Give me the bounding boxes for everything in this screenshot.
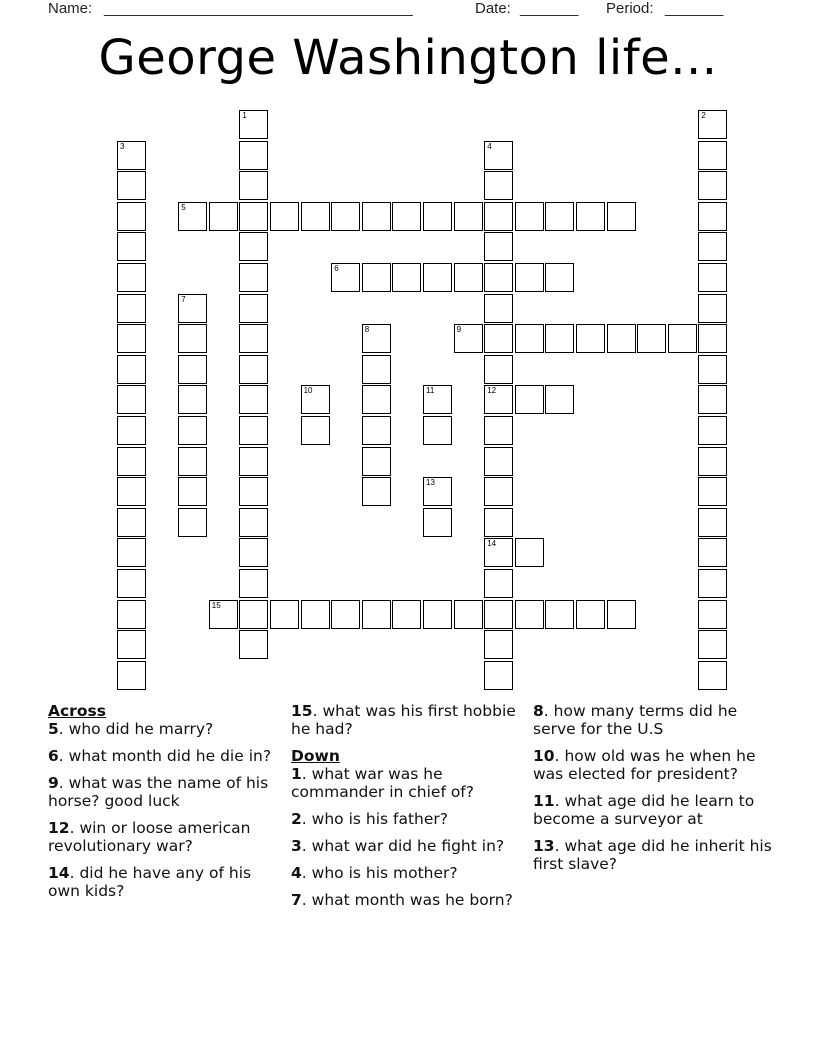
clue-text: what age did he inherit his first slave? xyxy=(533,837,772,873)
grid-cell[interactable] xyxy=(484,202,513,231)
grid-cell[interactable] xyxy=(576,324,605,353)
grid-cell[interactable] xyxy=(331,600,360,629)
grid-cell[interactable] xyxy=(484,600,513,629)
grid-cell[interactable] xyxy=(392,600,421,629)
cell-number: 15 xyxy=(211,600,221,610)
clue-number: 12 xyxy=(48,819,70,837)
name-label: Name: xyxy=(48,0,93,17)
grid-cell[interactable] xyxy=(515,385,544,414)
grid-cell[interactable] xyxy=(454,324,483,353)
grid-cell[interactable] xyxy=(484,171,513,200)
clue-column-2 xyxy=(291,702,526,918)
clue-number: 4 xyxy=(291,864,302,882)
clue-number: 2 xyxy=(291,810,302,828)
clue-number: 6 xyxy=(48,747,59,765)
clue-number: 15 xyxy=(291,702,313,720)
clue-down-11: 11. what age did he learn to become a surveyor at xyxy=(533,792,755,828)
grid-cell[interactable] xyxy=(484,447,513,476)
grid-cell[interactable] xyxy=(698,171,727,200)
grid-cell[interactable] xyxy=(484,294,513,323)
clue-column-1 xyxy=(48,702,280,909)
grid-cell[interactable] xyxy=(392,202,421,231)
grid-cell[interactable] xyxy=(423,600,452,629)
grid-cell[interactable] xyxy=(423,385,452,414)
cell-number: 5 xyxy=(181,202,186,212)
grid-cell[interactable] xyxy=(515,538,544,567)
period-label: Period: xyxy=(606,0,654,17)
grid-cell[interactable] xyxy=(484,232,513,261)
grid-cell[interactable] xyxy=(454,600,483,629)
grid-cell[interactable] xyxy=(362,600,391,629)
down-heading: Down xyxy=(291,747,340,765)
grid-cell[interactable] xyxy=(270,202,299,231)
grid-cell[interactable] xyxy=(484,569,513,598)
cell-number: 2 xyxy=(701,111,706,120)
across-heading: Across xyxy=(48,702,106,720)
grid-cell[interactable] xyxy=(515,202,544,231)
grid-cell[interactable] xyxy=(515,324,544,353)
grid-cell[interactable] xyxy=(362,385,391,414)
grid-cell[interactable] xyxy=(362,263,391,292)
clue-number: 10 xyxy=(533,747,555,765)
clue-number: 9 xyxy=(48,774,59,792)
grid-cell[interactable] xyxy=(698,569,727,598)
grid-cell[interactable] xyxy=(178,202,207,231)
grid-cell[interactable] xyxy=(607,202,636,231)
grid-cell[interactable] xyxy=(239,477,268,506)
cell-number: 3 xyxy=(120,141,125,151)
clue-across-15: 15. what was his first hobbie he had? xyxy=(291,702,516,738)
grid-cell[interactable] xyxy=(239,508,268,537)
grid-cell[interactable] xyxy=(239,630,268,659)
clue-text: how old was he when he was elected for president? xyxy=(533,747,756,783)
cell-number: 4 xyxy=(487,141,492,151)
cell-number: 10 xyxy=(303,386,313,396)
clue-across-9: 9. what was the name of his horse? good luck xyxy=(48,774,269,810)
grid-cell[interactable] xyxy=(239,416,268,445)
clue-down-1: 1. what war was he commander in chief of? xyxy=(291,765,474,801)
grid-cell[interactable] xyxy=(117,385,146,414)
grid-cell[interactable] xyxy=(301,202,330,231)
grid-cell[interactable] xyxy=(698,477,727,506)
clue-text: what age did he learn to become a surveyor at xyxy=(533,792,755,828)
grid-cell[interactable] xyxy=(698,294,727,323)
grid-cell[interactable] xyxy=(698,538,727,567)
grid-cell[interactable] xyxy=(117,416,146,445)
grid-cell[interactable] xyxy=(209,600,238,629)
cell-number: 8 xyxy=(364,325,370,335)
grid-cell[interactable] xyxy=(239,385,268,414)
grid-cell[interactable] xyxy=(423,263,452,292)
page-title: George Washington life... xyxy=(98,30,718,86)
grid-cell[interactable] xyxy=(117,508,146,537)
grid-cell[interactable] xyxy=(545,202,574,231)
grid-cell[interactable] xyxy=(484,355,513,384)
clue-text: what was the name of his horse? good luck xyxy=(48,774,269,810)
grid-cell[interactable] xyxy=(178,385,207,414)
clue-text: who is his mother? xyxy=(311,864,458,882)
grid-cell[interactable] xyxy=(270,600,299,629)
grid-cell[interactable] xyxy=(239,232,268,261)
grid-cell[interactable] xyxy=(698,416,727,445)
clue-across-14: 14. did he have any of his own kids? xyxy=(48,864,252,900)
clue-across-5: 5. who did he marry? xyxy=(48,720,214,738)
grid-cell[interactable] xyxy=(117,447,146,476)
grid-cell[interactable] xyxy=(607,600,636,629)
grid-cell[interactable] xyxy=(545,263,574,292)
grid-cell[interactable] xyxy=(239,447,268,476)
grid-cell[interactable] xyxy=(515,600,544,629)
grid-cell[interactable] xyxy=(454,263,483,292)
grid-cell[interactable] xyxy=(239,202,268,231)
clue-number: 13 xyxy=(533,837,555,855)
cell-number: 12 xyxy=(487,386,497,396)
grid-cell[interactable] xyxy=(484,630,513,659)
grid-cell[interactable] xyxy=(331,263,360,292)
grid-cell[interactable] xyxy=(362,416,391,445)
grid-cell[interactable] xyxy=(117,355,146,384)
grid-cell[interactable] xyxy=(698,232,727,261)
grid-cell[interactable] xyxy=(545,324,574,353)
grid-cell[interactable] xyxy=(209,202,238,231)
grid-cell[interactable] xyxy=(117,324,146,353)
grid-cell[interactable] xyxy=(117,202,146,231)
grid-cell[interactable] xyxy=(607,324,636,353)
grid-cell[interactable] xyxy=(239,600,268,629)
grid-cell[interactable] xyxy=(698,600,727,629)
grid-cell[interactable] xyxy=(239,141,268,170)
grid-cell[interactable] xyxy=(239,263,268,292)
grid-cell[interactable] xyxy=(301,385,330,414)
grid-cell[interactable] xyxy=(362,202,391,231)
grid-cell[interactable] xyxy=(362,447,391,476)
grid-cell[interactable] xyxy=(301,416,330,445)
clue-number: 5 xyxy=(48,720,59,738)
clue-column-3 xyxy=(533,702,783,882)
grid-cell[interactable] xyxy=(484,141,513,170)
clue-text: what month was he born? xyxy=(311,891,513,909)
grid-cell[interactable] xyxy=(484,263,513,292)
grid-cell[interactable] xyxy=(698,508,727,537)
grid-cell[interactable] xyxy=(117,569,146,598)
name-blank: _____________________________________ xyxy=(104,0,413,17)
grid-cell[interactable] xyxy=(117,263,146,292)
grid-cell[interactable] xyxy=(178,294,207,323)
grid-cell[interactable] xyxy=(698,202,727,231)
grid-cell[interactable] xyxy=(423,508,452,537)
clue-number: 7 xyxy=(291,891,302,909)
grid-cell[interactable] xyxy=(484,508,513,537)
clue-number: 11 xyxy=(533,792,555,810)
clue-down-10: 10. how old was he when he was elected for president? xyxy=(533,747,756,783)
grid-cell[interactable] xyxy=(576,600,605,629)
cell-number: 7 xyxy=(181,294,186,304)
grid-cell[interactable] xyxy=(117,538,146,567)
grid-cell[interactable] xyxy=(698,385,727,414)
cell-number: 6 xyxy=(334,264,339,273)
clue-across-12: 12. win or loose american revolutionary war? xyxy=(48,819,251,855)
grid-cell[interactable] xyxy=(239,324,268,353)
grid-cell[interactable] xyxy=(698,141,727,170)
date-label: Date: xyxy=(475,0,511,17)
clue-text: win or loose american revolutionary war? xyxy=(48,819,251,855)
clue-down-4: 4. who is his mother? xyxy=(291,864,458,882)
grid-cell[interactable] xyxy=(117,600,146,629)
grid-cell[interactable] xyxy=(301,600,330,629)
clue-text: how many terms did he serve for the U.S xyxy=(533,702,738,738)
grid-cell[interactable] xyxy=(545,600,574,629)
clue-text: who is his father? xyxy=(311,810,449,828)
grid-cell[interactable] xyxy=(392,263,421,292)
grid-cell[interactable] xyxy=(331,202,360,231)
grid-cell[interactable] xyxy=(698,447,727,476)
grid-cell[interactable] xyxy=(117,294,146,323)
grid-cell[interactable] xyxy=(117,661,146,690)
clue-text: what war was he commander in chief of? xyxy=(291,765,474,801)
grid-cell[interactable] xyxy=(178,447,207,476)
grid-cell[interactable] xyxy=(239,569,268,598)
grid-cell[interactable] xyxy=(545,385,574,414)
grid-cell[interactable] xyxy=(117,477,146,506)
cell-number: 1 xyxy=(242,111,247,120)
grid-cell[interactable] xyxy=(178,477,207,506)
clue-down-8: 8. how many terms did he serve for the U.S xyxy=(533,702,738,738)
clue-across-6: 6. what month did he die in? xyxy=(48,747,272,765)
grid-cell[interactable] xyxy=(698,110,727,139)
grid-cell[interactable] xyxy=(698,630,727,659)
cell-number: 11 xyxy=(426,386,435,396)
cell-number: 13 xyxy=(426,478,435,488)
grid-cell[interactable] xyxy=(484,324,513,353)
grid-cell[interactable] xyxy=(484,538,513,567)
grid-cell[interactable] xyxy=(239,538,268,567)
grid-cell[interactable] xyxy=(178,355,207,384)
clue-number: 1 xyxy=(291,765,302,783)
clue-number: 3 xyxy=(291,837,302,855)
grid-cell[interactable] xyxy=(576,202,605,231)
grid-cell[interactable] xyxy=(117,630,146,659)
grid-cell[interactable] xyxy=(178,508,207,537)
clue-down-3: 3. what war did he fight in? xyxy=(291,837,505,855)
clue-text: what month did he die in? xyxy=(68,747,272,765)
clue-down-2: 2. who is his father? xyxy=(291,810,449,828)
grid-cell[interactable] xyxy=(239,355,268,384)
grid-cell[interactable] xyxy=(239,171,268,200)
grid-cell[interactable] xyxy=(698,263,727,292)
clue-number: 8 xyxy=(533,702,544,720)
period-blank: _______ xyxy=(665,0,724,17)
grid-cell[interactable] xyxy=(515,263,544,292)
clue-text: what war did he fight in? xyxy=(311,837,505,855)
cell-number: 14 xyxy=(487,539,497,549)
clue-text: who did he marry? xyxy=(68,720,214,738)
clue-text: did he have any of his own kids? xyxy=(48,864,252,900)
grid-cell[interactable] xyxy=(484,661,513,690)
grid-cell[interactable] xyxy=(117,232,146,261)
grid-cell[interactable] xyxy=(668,324,697,353)
grid-cell[interactable] xyxy=(362,324,391,353)
grid-cell[interactable] xyxy=(484,416,513,445)
grid-cell[interactable] xyxy=(178,324,207,353)
grid-cell[interactable] xyxy=(698,661,727,690)
grid-cell[interactable] xyxy=(362,477,391,506)
date-blank: _______ xyxy=(520,0,579,17)
grid-cell[interactable] xyxy=(454,202,483,231)
cell-number: 9 xyxy=(456,325,462,335)
clue-text: what was his first hobbie he had? xyxy=(291,702,516,738)
grid-cell[interactable] xyxy=(117,141,146,170)
grid-cell[interactable] xyxy=(362,355,391,384)
grid-cell[interactable] xyxy=(239,294,268,323)
grid-cell[interactable] xyxy=(698,355,727,384)
grid-cell[interactable] xyxy=(423,416,452,445)
clue-down-13: 13. what age did he inherit his first slave? xyxy=(533,837,772,873)
grid-cell[interactable] xyxy=(178,416,207,445)
grid-cell[interactable] xyxy=(484,477,513,506)
grid-cell[interactable] xyxy=(423,202,452,231)
grid-cell[interactable] xyxy=(423,477,452,506)
grid-cell[interactable] xyxy=(117,171,146,200)
clue-down-7: 7. what month was he born? xyxy=(291,891,513,909)
clue-number: 14 xyxy=(48,864,70,882)
grid-cell[interactable] xyxy=(698,324,727,353)
grid-cell[interactable] xyxy=(484,385,513,414)
grid-cell[interactable] xyxy=(239,110,268,139)
grid-cell[interactable] xyxy=(637,324,666,353)
